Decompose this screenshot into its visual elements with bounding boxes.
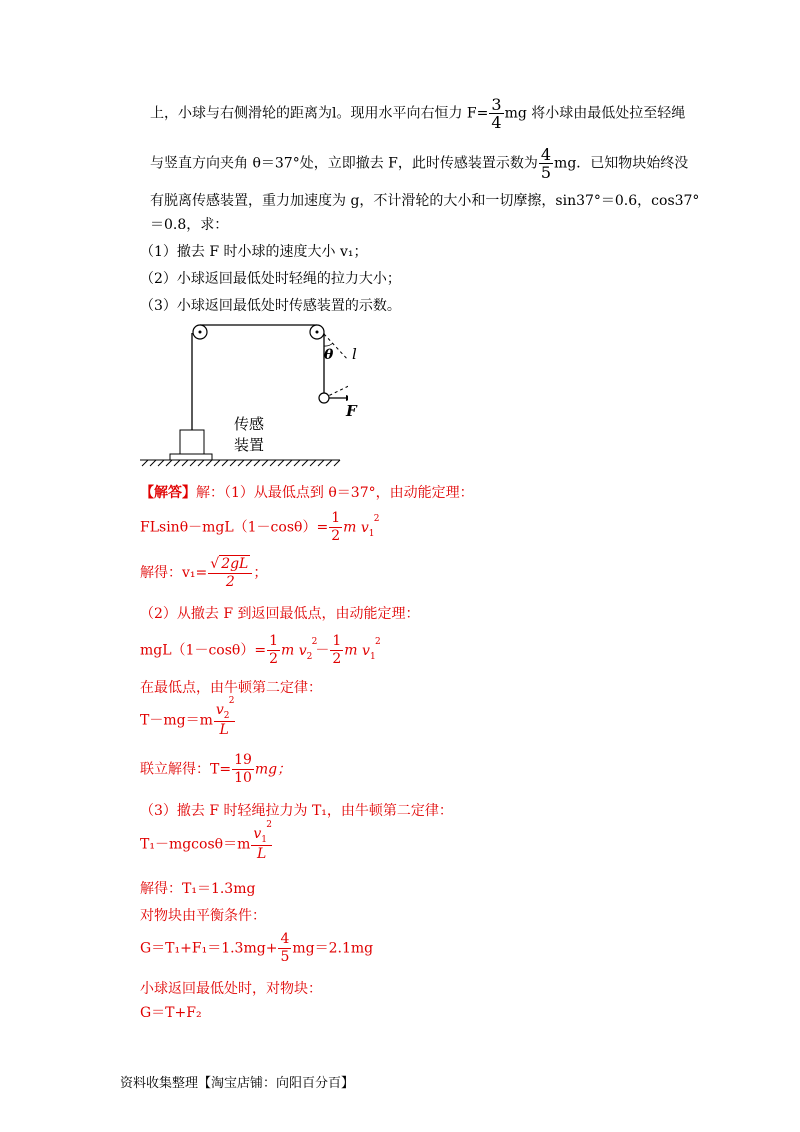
fraction: $\frac{3}{4}$ — [491, 95, 502, 132]
swing-dashed — [324, 334, 348, 398]
result-2: 联立解得：T= $\frac{19}{10}$ mg； — [140, 752, 292, 786]
ball — [319, 393, 329, 403]
fraction: $\frac{19}{10}$ — [234, 752, 252, 786]
ground — [140, 460, 340, 466]
return-intro: 小球返回最低处时，对物块： — [140, 981, 322, 997]
fraction: $\frac{1}{2}$ — [269, 633, 278, 667]
result-1: 解得：v₁= $\frac{√ 2gL}{2}$ ； — [140, 556, 268, 590]
sub-question-2: （2）小球返回最低处时轻绳的拉力大小； — [140, 271, 401, 287]
equation-4: T₁－mgcosθ＝m $v_1$ 2 L — [140, 820, 273, 862]
equation-6: G＝T+F₂ — [140, 1005, 202, 1021]
equation-3: T－mg＝m $v_2$ 2 L — [140, 696, 235, 738]
l-label: l — [352, 345, 357, 363]
v2-squared: $v_2$ 2 — [298, 636, 318, 662]
footer-text: 资料收集整理【淘宝店铺：向阳百分百】 — [120, 1076, 355, 1091]
question-line-4: ＝0.8，求： — [150, 217, 229, 233]
sensor-base — [170, 454, 212, 460]
question-line-3: 有脱离传感装置，重力加速度为 g，不计滑轮的大小和一切摩擦，sin37°＝0.6，cos37° — [150, 193, 700, 209]
fraction: $\frac{4}{5}$ — [540, 145, 552, 182]
fraction: $\frac{1}{2}$ — [331, 510, 341, 544]
balance-intro: 对物块由平衡条件： — [140, 908, 266, 924]
pulley-right — [310, 325, 324, 339]
part-2-intro: （2）从撤去 F 到返回最低点，由动能定理： — [140, 606, 420, 622]
fraction: $\frac{√ 2gL}{2}$ — [208, 555, 252, 591]
v2-squared: $v_2$ 2 — [215, 696, 235, 721]
force-label: F — [346, 402, 357, 420]
equation-5: G＝T₁+F₁＝1.3mg+ $\frac{4}{5}$ mg＝2.1mg — [140, 931, 374, 965]
equation-1: FLsinθ－mgL（1－cosθ）= $\frac{1}{2}$ m $v_1$ 2 — [140, 510, 380, 544]
solution-intro: 【解答】解：（1）从最低点到 θ＝37°，由动能定理： — [140, 485, 474, 501]
theta-label: θ — [324, 347, 334, 363]
sensor-label-2: 装置 — [234, 436, 265, 454]
pulley-left — [193, 325, 207, 339]
fraction: $v_2$ 2 L — [215, 696, 235, 738]
force-arrowhead — [346, 395, 348, 401]
angle-arc — [324, 343, 333, 346]
sub-question-1: （1）撤去 F 时小球的速度大小 v₁； — [140, 244, 368, 260]
equation-2: mgL（1－cosθ）= $\frac{1}{2}$ m $v_2$ 2 － $\frac{1}{2}$ m $v_1$ 2 — [140, 633, 381, 667]
fraction: $v_1$ 2 L — [253, 820, 273, 862]
v1-squared: $v_1$ 2 — [362, 636, 381, 662]
fraction: $\frac{4}{5}$ — [280, 931, 290, 965]
question-line-2: 与竖直方向夹角 θ＝37°处，立即撤去 F，此时传感装置示数为 $\frac{4}{5}$ mg．已知物块始终没 — [150, 145, 689, 182]
block — [180, 430, 204, 454]
result-3: 解得：T₁＝1.3mg — [140, 881, 256, 897]
newton-2-intro: 在最低点，由牛顿第二定律： — [140, 680, 322, 696]
fraction: $\frac{1}{2}$ — [332, 633, 342, 667]
v1-squared: $v_1$ 2 — [253, 820, 273, 845]
sub-question-3: （3）小球返回最低处时传感装置的示数。 — [140, 298, 401, 314]
solution-tag: 【解答】 — [140, 485, 196, 501]
part-3-intro: （3）撤去 F 时轻绳拉力为 T₁，由牛顿第二定律： — [140, 803, 453, 819]
question-line-1: 上，小球与右侧滑轮的距离为l。现用水平向右恒力 F= $\frac{3}{4}$ mg 将小球由最低处拉至轻绳 — [150, 95, 686, 132]
v1-squared: $v_1$ 2 — [360, 513, 380, 539]
sensor-label-1: 传感 — [234, 415, 265, 433]
